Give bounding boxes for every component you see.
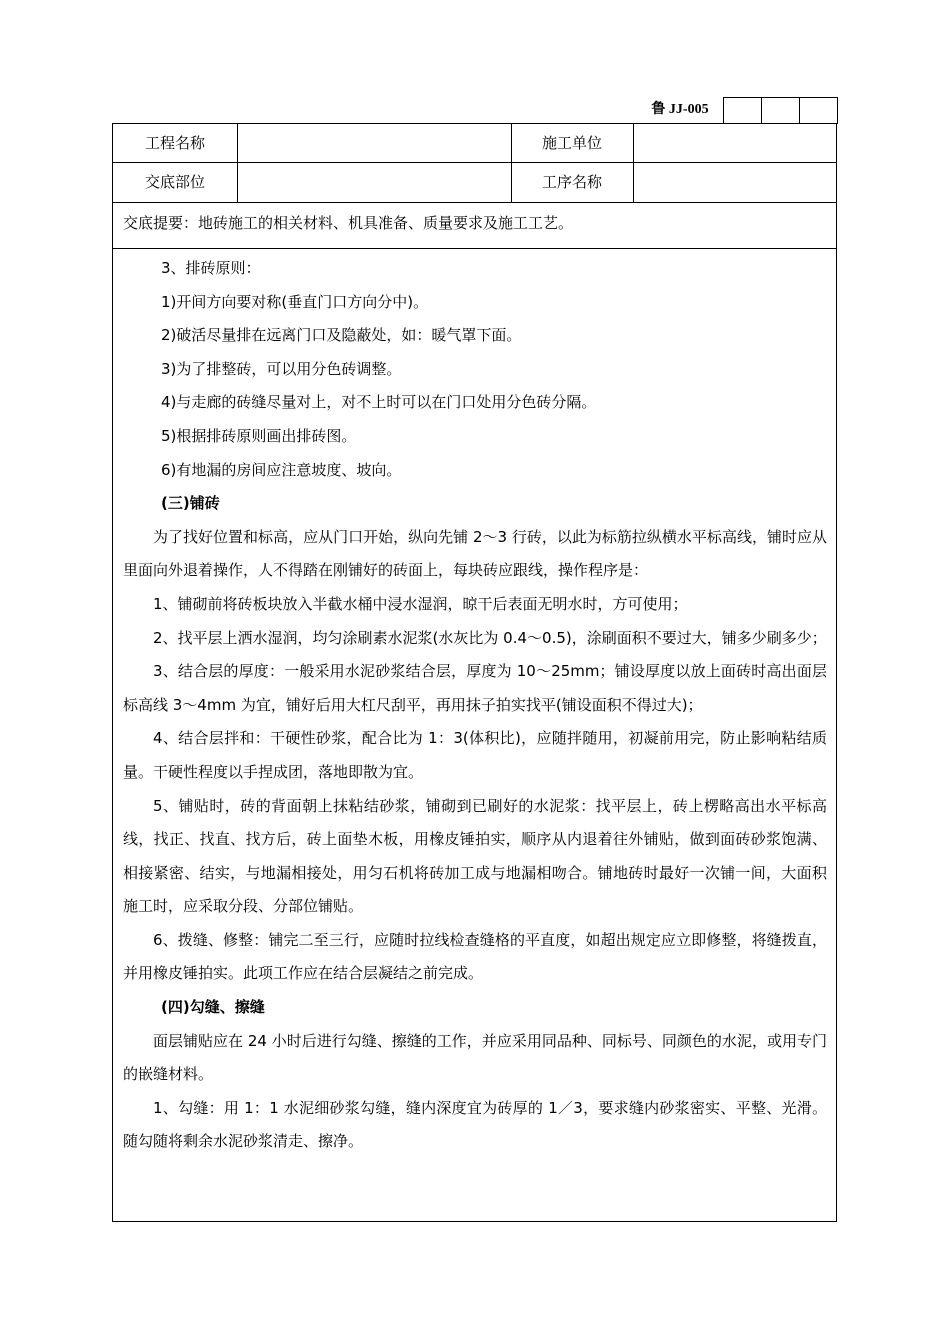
paragraph: 3)为了排整砖，可以用分色砖调整。	[161, 359, 402, 378]
part-label: 交底部位	[144, 173, 205, 191]
paragraph: 6)有地漏的房间应注意坡度、坡向。	[161, 460, 402, 479]
paragraph: 1、铺砌前将砖板块放入半截水桶中浸水湿润，晾干后表面无明水时，方可使用；	[153, 594, 688, 613]
part-value	[238, 163, 511, 202]
paragraph: 1)开间方向要对称(垂直门口方向分中)。	[161, 292, 429, 311]
paragraph: 为了找好位置和标高，应从门口开始，纵向先铺 2～3 行砖，以此为标筋拉纵横水平标高线，铺时应从里面向外退着操作，人不得踏在刚铺好的砖面上，每块砖应跟线，操作程序是：	[123, 527, 827, 580]
project-name-value	[238, 124, 511, 163]
paragraph: 1、勾缝：用 1：1 水泥细砂浆勾缝，缝内深度宜为砖厚的 1／3，要求缝内砂浆密实、平整、光滑。随勾随将剩余水泥砂浆清走、擦净。	[123, 1098, 827, 1151]
process-value	[634, 163, 836, 202]
paragraph: 3、结合层的厚度：一般采用水泥砂浆结合层，厚度为 10～25mm；铺设厚度以放上面砖时高出面层标高线 3～4mm 为宜，铺好后用大杠尺刮平，再用抹子拍实找平(铺设面积不得过大)；	[123, 662, 827, 714]
code-box	[723, 97, 762, 124]
document-code-row	[637, 97, 838, 123]
row-divider	[113, 202, 836, 203]
project-name-label: 工程名称	[144, 134, 205, 152]
disclosure-content	[123, 252, 827, 1159]
row-divider	[113, 248, 836, 249]
section-heading: (四)勾缝、擦缝	[161, 998, 265, 1017]
disclosure-summary: 交底提要：地砖施工的相关材料、机具准备、质量要求及施工工艺。	[123, 214, 574, 232]
paragraph: 2、找平层上洒水湿润，均匀涂刷素水泥浆(水灰比为 0.4～0.5)，涂刷面积不要过大，铺多少刷多少；	[153, 628, 827, 647]
contractor-value	[634, 124, 836, 163]
code-box	[800, 97, 838, 124]
paragraph: 4)与走廊的砖缝尽量对上，对不上时可以在门口处用分色砖分隔。	[161, 393, 597, 412]
paragraph: 3、排砖原则：	[161, 259, 261, 277]
process-label: 工序名称	[541, 173, 602, 191]
paragraph: 5、铺贴时，砖的背面朝上抹粘结砂浆，铺砌到已刷好的水泥浆：找平层上，砖上楞略高出水平标高线，找正、找直、找方后，砖上面垫木板，用橡皮锤拍实，顺序从内退着往外铺贴，做到面砖砂浆饱满、相接紧密、结实，与地漏相接处，用匀石机将砖加工成与地漏相吻合。铺地砖时最好一次铺一间，大面积施工时，应采取分段、分部位铺贴。	[123, 796, 827, 916]
paragraph: 面层铺贴应在 24 小时后进行勾缝、擦缝的工作，并应采用同品种、同标号、同颜色的水泥，或用专门的嵌缝材料。	[123, 1031, 827, 1084]
paragraph: 5)根据排砖原则画出排砖图。	[161, 426, 357, 445]
section-heading: (三)铺砖	[161, 494, 220, 513]
paragraph: 4、结合层拌和：干硬性砂浆，配合比为 1：3(体积比)，应随拌随用，初凝前用完，防止影响粘结质量。干硬性程度以手捏成团，落地即散为宜。	[123, 729, 827, 781]
disclosure-form	[112, 123, 837, 1222]
paragraph: 6、拨缝、修整：铺完二至三行，应随时拉线检查缝格的平直度，如超出规定应立即修整，将缝拨直，并用橡皮锤拍实。此项工作应在结合层凝结之前完成。	[123, 930, 827, 983]
document-code: 鲁 JJ-005	[651, 102, 709, 117]
paragraph: 2)破活尽量排在远离门口及隐蔽处，如：暖气罩下面。	[161, 326, 522, 345]
code-box	[762, 97, 800, 124]
contractor-label: 施工单位	[541, 134, 602, 152]
